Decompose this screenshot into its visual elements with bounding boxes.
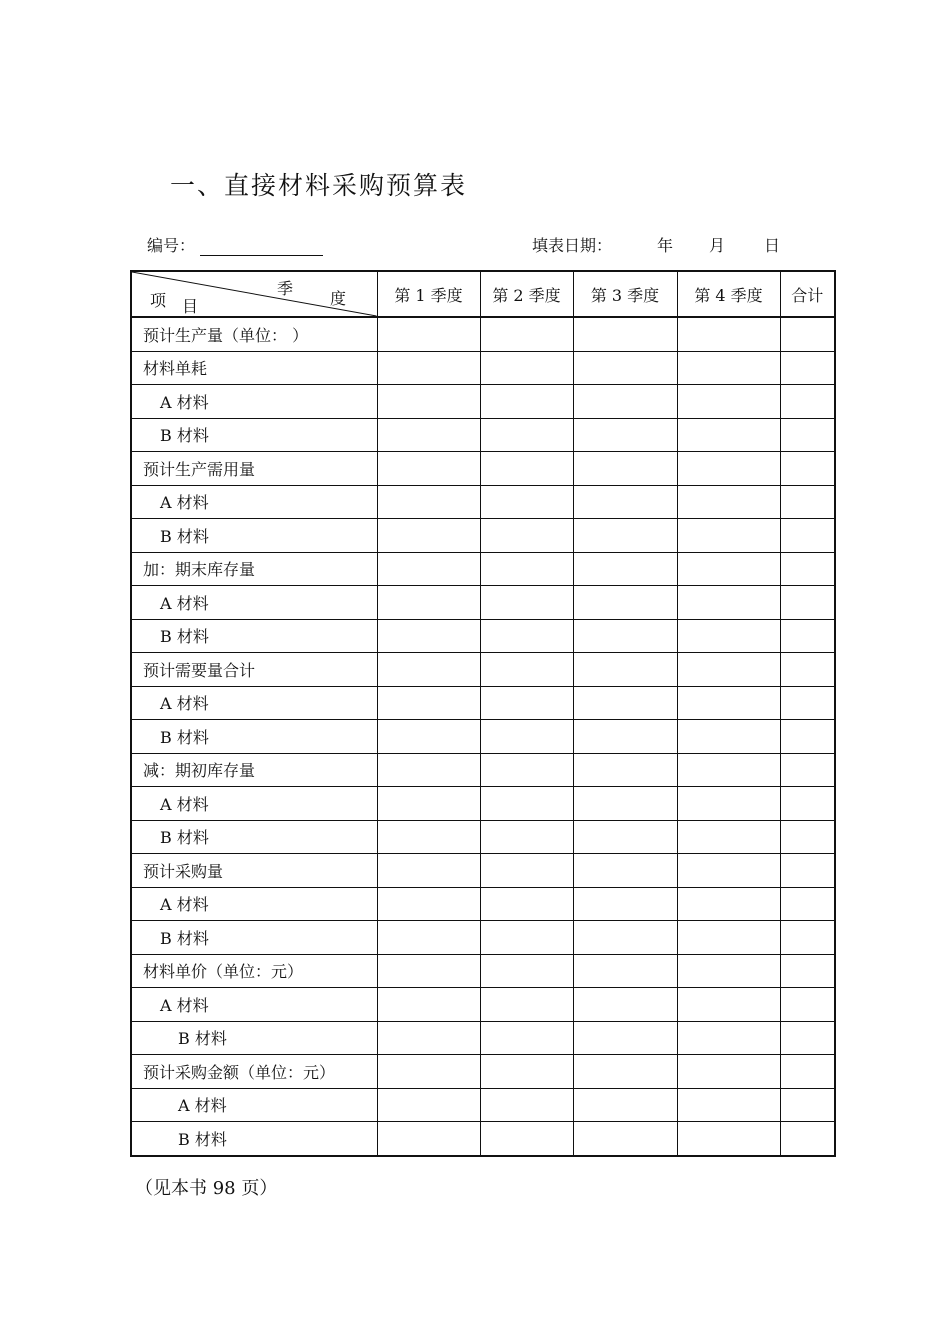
cell-q4[interactable]	[677, 1088, 780, 1122]
table-row	[131, 686, 835, 720]
table-row	[131, 921, 835, 955]
cell-q1[interactable]	[377, 921, 480, 955]
row-label: 材料单价（单位：元）	[131, 954, 377, 988]
cell-q1[interactable]	[377, 887, 480, 921]
cell-total[interactable]	[780, 753, 835, 787]
cell-total[interactable]	[780, 586, 835, 620]
cell-q1[interactable]	[377, 586, 480, 620]
cell-total[interactable]	[780, 351, 835, 385]
cell-q2[interactable]	[480, 552, 573, 586]
cell-total[interactable]	[780, 317, 835, 351]
cell-q3[interactable]	[573, 586, 677, 620]
cell-q1[interactable]	[377, 418, 480, 452]
table-row	[131, 1021, 835, 1055]
cell-q4[interactable]	[677, 485, 780, 519]
cell-q3[interactable]	[573, 552, 677, 586]
cell-q3[interactable]	[573, 988, 677, 1022]
date-label: 填表日期：	[532, 236, 613, 255]
row-label: B 材料	[131, 820, 377, 854]
cell-q2[interactable]	[480, 653, 573, 687]
row-label: A 材料	[131, 586, 377, 620]
cell-total[interactable]	[780, 385, 835, 419]
cell-q2[interactable]	[480, 519, 573, 553]
header-item-char-1: 项	[150, 291, 167, 310]
cell-q1[interactable]	[377, 351, 480, 385]
cell-q2[interactable]	[480, 619, 573, 653]
cell-total[interactable]	[780, 653, 835, 687]
header-season-char-1: 季	[277, 279, 294, 298]
row-label: 预计采购金额（单位：元）	[131, 1055, 377, 1089]
table-header-row	[131, 271, 835, 317]
cell-q1[interactable]	[377, 787, 480, 821]
column-header-q4: 第 4 季度	[677, 271, 780, 317]
cell-q4[interactable]	[677, 317, 780, 351]
date-month-label: 月	[709, 236, 726, 255]
table-row	[131, 753, 835, 787]
cell-q3[interactable]	[573, 720, 677, 754]
table-row	[131, 317, 835, 351]
cell-q4[interactable]	[677, 552, 780, 586]
row-label: B 材料	[131, 921, 377, 955]
cell-q3[interactable]	[573, 1088, 677, 1122]
cell-q2[interactable]	[480, 1055, 573, 1089]
cell-q4[interactable]	[677, 854, 780, 888]
cell-q1[interactable]	[377, 1021, 480, 1055]
cell-total[interactable]	[780, 921, 835, 955]
cell-q3[interactable]	[573, 418, 677, 452]
table-row	[131, 1122, 835, 1156]
cell-q1[interactable]	[377, 619, 480, 653]
cell-q3[interactable]	[573, 686, 677, 720]
cell-q3[interactable]	[573, 653, 677, 687]
row-label: 预计生产需用量	[131, 452, 377, 486]
cell-q2[interactable]	[480, 452, 573, 486]
cell-q1[interactable]	[377, 552, 480, 586]
cell-q1[interactable]	[377, 653, 480, 687]
cell-q4[interactable]	[677, 1055, 780, 1089]
cell-q4[interactable]	[677, 586, 780, 620]
cell-q3[interactable]	[573, 820, 677, 854]
row-label: A 材料	[131, 485, 377, 519]
cell-total[interactable]	[780, 954, 835, 988]
cell-q4[interactable]	[677, 619, 780, 653]
column-header-total: 合计	[780, 271, 835, 317]
cell-total[interactable]	[780, 854, 835, 888]
cell-q3[interactable]	[573, 452, 677, 486]
row-label: 减：期初库存量	[131, 753, 377, 787]
cell-q4[interactable]	[677, 820, 780, 854]
row-label: 加：期末库存量	[131, 552, 377, 586]
row-label: A 材料	[131, 988, 377, 1022]
table-row	[131, 1088, 835, 1122]
cell-q1[interactable]	[377, 485, 480, 519]
cell-q4[interactable]	[677, 452, 780, 486]
table-row	[131, 552, 835, 586]
cell-total[interactable]	[780, 552, 835, 586]
cell-q3[interactable]	[573, 887, 677, 921]
table-row	[131, 720, 835, 754]
diagonal-header-cell	[131, 271, 377, 317]
row-label: B 材料	[131, 619, 377, 653]
cell-q4[interactable]	[677, 418, 780, 452]
cell-q2[interactable]	[480, 317, 573, 351]
cell-q2[interactable]	[480, 720, 573, 754]
cell-q1[interactable]	[377, 1088, 480, 1122]
row-label: A 材料	[131, 385, 377, 419]
cell-total[interactable]	[780, 787, 835, 821]
cell-q1[interactable]	[377, 452, 480, 486]
cell-q2[interactable]	[480, 351, 573, 385]
cell-q3[interactable]	[573, 787, 677, 821]
row-label: A 材料	[131, 787, 377, 821]
row-label: B 材料	[131, 519, 377, 553]
number-label: 编号：	[147, 236, 196, 255]
table-row	[131, 485, 835, 519]
cell-q4[interactable]	[677, 720, 780, 754]
cell-q1[interactable]	[377, 854, 480, 888]
cell-q4[interactable]	[677, 1122, 780, 1156]
table-row	[131, 586, 835, 620]
cell-total[interactable]	[780, 686, 835, 720]
cell-total[interactable]	[780, 519, 835, 553]
cell-q1[interactable]	[377, 954, 480, 988]
cell-q4[interactable]	[677, 887, 780, 921]
row-label: 预计生产量（单位： ）	[131, 317, 377, 351]
column-header-q3: 第 3 季度	[573, 271, 677, 317]
row-label: B 材料	[131, 1122, 377, 1156]
cell-q4[interactable]	[677, 1021, 780, 1055]
cell-total[interactable]	[780, 720, 835, 754]
cell-total[interactable]	[780, 418, 835, 452]
cell-q3[interactable]	[573, 385, 677, 419]
cell-q2[interactable]	[480, 1021, 573, 1055]
table-body	[131, 317, 835, 1156]
row-label: B 材料	[131, 720, 377, 754]
cell-q4[interactable]	[677, 954, 780, 988]
cell-q1[interactable]	[377, 385, 480, 419]
table-row	[131, 820, 835, 854]
cell-q2[interactable]	[480, 418, 573, 452]
cell-q4[interactable]	[677, 385, 780, 419]
cell-q2[interactable]	[480, 820, 573, 854]
cell-q3[interactable]	[573, 1055, 677, 1089]
cell-q3[interactable]	[573, 854, 677, 888]
date-day-label: 日	[764, 236, 781, 255]
row-label: A 材料	[131, 887, 377, 921]
cell-q2[interactable]	[480, 586, 573, 620]
table-row	[131, 787, 835, 821]
table-row	[131, 854, 835, 888]
cell-q2[interactable]	[480, 954, 573, 988]
cell-q2[interactable]	[480, 887, 573, 921]
cell-q3[interactable]	[573, 1122, 677, 1156]
cell-q2[interactable]	[480, 753, 573, 787]
cell-q2[interactable]	[480, 1088, 573, 1122]
table-row	[131, 519, 835, 553]
cell-total[interactable]	[780, 1088, 835, 1122]
cell-q1[interactable]	[377, 519, 480, 553]
cell-total[interactable]	[780, 1021, 835, 1055]
table-row	[131, 988, 835, 1022]
column-header-q1: 第 1 季度	[377, 271, 480, 317]
table-row	[131, 351, 835, 385]
table-row	[131, 452, 835, 486]
cell-q1[interactable]	[377, 720, 480, 754]
cell-total[interactable]	[780, 988, 835, 1022]
footnote: （见本书 98 页）	[135, 1178, 278, 1199]
row-label: B 材料	[131, 1021, 377, 1055]
cell-q4[interactable]	[677, 787, 780, 821]
cell-q4[interactable]	[677, 686, 780, 720]
cell-q4[interactable]	[677, 653, 780, 687]
row-label: A 材料	[131, 686, 377, 720]
cell-q3[interactable]	[573, 485, 677, 519]
cell-q2[interactable]	[480, 485, 573, 519]
table-row	[131, 385, 835, 419]
cell-q3[interactable]	[573, 954, 677, 988]
cell-q3[interactable]	[573, 753, 677, 787]
cell-q2[interactable]	[480, 988, 573, 1022]
table-row	[131, 653, 835, 687]
cell-q2[interactable]	[480, 385, 573, 419]
cell-q2[interactable]	[480, 921, 573, 955]
cell-total[interactable]	[780, 485, 835, 519]
row-label: 预计需要量合计	[131, 653, 377, 687]
cell-total[interactable]	[780, 619, 835, 653]
budget-table	[130, 270, 836, 1157]
row-label: 预计采购量	[131, 854, 377, 888]
table-row	[131, 1055, 835, 1089]
cell-q3[interactable]	[573, 921, 677, 955]
cell-q1[interactable]	[377, 1122, 480, 1156]
cell-q3[interactable]	[573, 1021, 677, 1055]
cell-q2[interactable]	[480, 854, 573, 888]
cell-total[interactable]	[780, 820, 835, 854]
table-row	[131, 887, 835, 921]
cell-q4[interactable]	[677, 753, 780, 787]
cell-total[interactable]	[780, 887, 835, 921]
cell-q3[interactable]	[573, 317, 677, 351]
row-label: 材料单耗	[131, 351, 377, 385]
table-row	[131, 954, 835, 988]
cell-q3[interactable]	[573, 519, 677, 553]
cell-q2[interactable]	[480, 787, 573, 821]
table-row	[131, 619, 835, 653]
cell-q1[interactable]	[377, 1055, 480, 1089]
cell-q1[interactable]	[377, 820, 480, 854]
cell-q4[interactable]	[677, 988, 780, 1022]
page-title: 一、直接材料采购预算表	[170, 171, 468, 200]
cell-q1[interactable]	[377, 686, 480, 720]
row-label: A 材料	[131, 1088, 377, 1122]
cell-q4[interactable]	[677, 921, 780, 955]
cell-q4[interactable]	[677, 351, 780, 385]
column-header-q2: 第 2 季度	[480, 271, 573, 317]
row-label: B 材料	[131, 418, 377, 452]
cell-q2[interactable]	[480, 686, 573, 720]
cell-q1[interactable]	[377, 988, 480, 1022]
cell-q3[interactable]	[573, 351, 677, 385]
cell-q1[interactable]	[377, 317, 480, 351]
date-year-label: 年	[657, 236, 674, 255]
cell-total[interactable]	[780, 1122, 835, 1156]
cell-q4[interactable]	[677, 519, 780, 553]
cell-q1[interactable]	[377, 753, 480, 787]
cell-total[interactable]	[780, 1055, 835, 1089]
cell-total[interactable]	[780, 452, 835, 486]
header-season-char-2: 度	[330, 289, 347, 308]
header-item-char-2: 目	[182, 297, 199, 316]
number-field-blank[interactable]	[200, 255, 323, 256]
cell-q3[interactable]	[573, 619, 677, 653]
cell-q2[interactable]	[480, 1122, 573, 1156]
table-row	[131, 418, 835, 452]
